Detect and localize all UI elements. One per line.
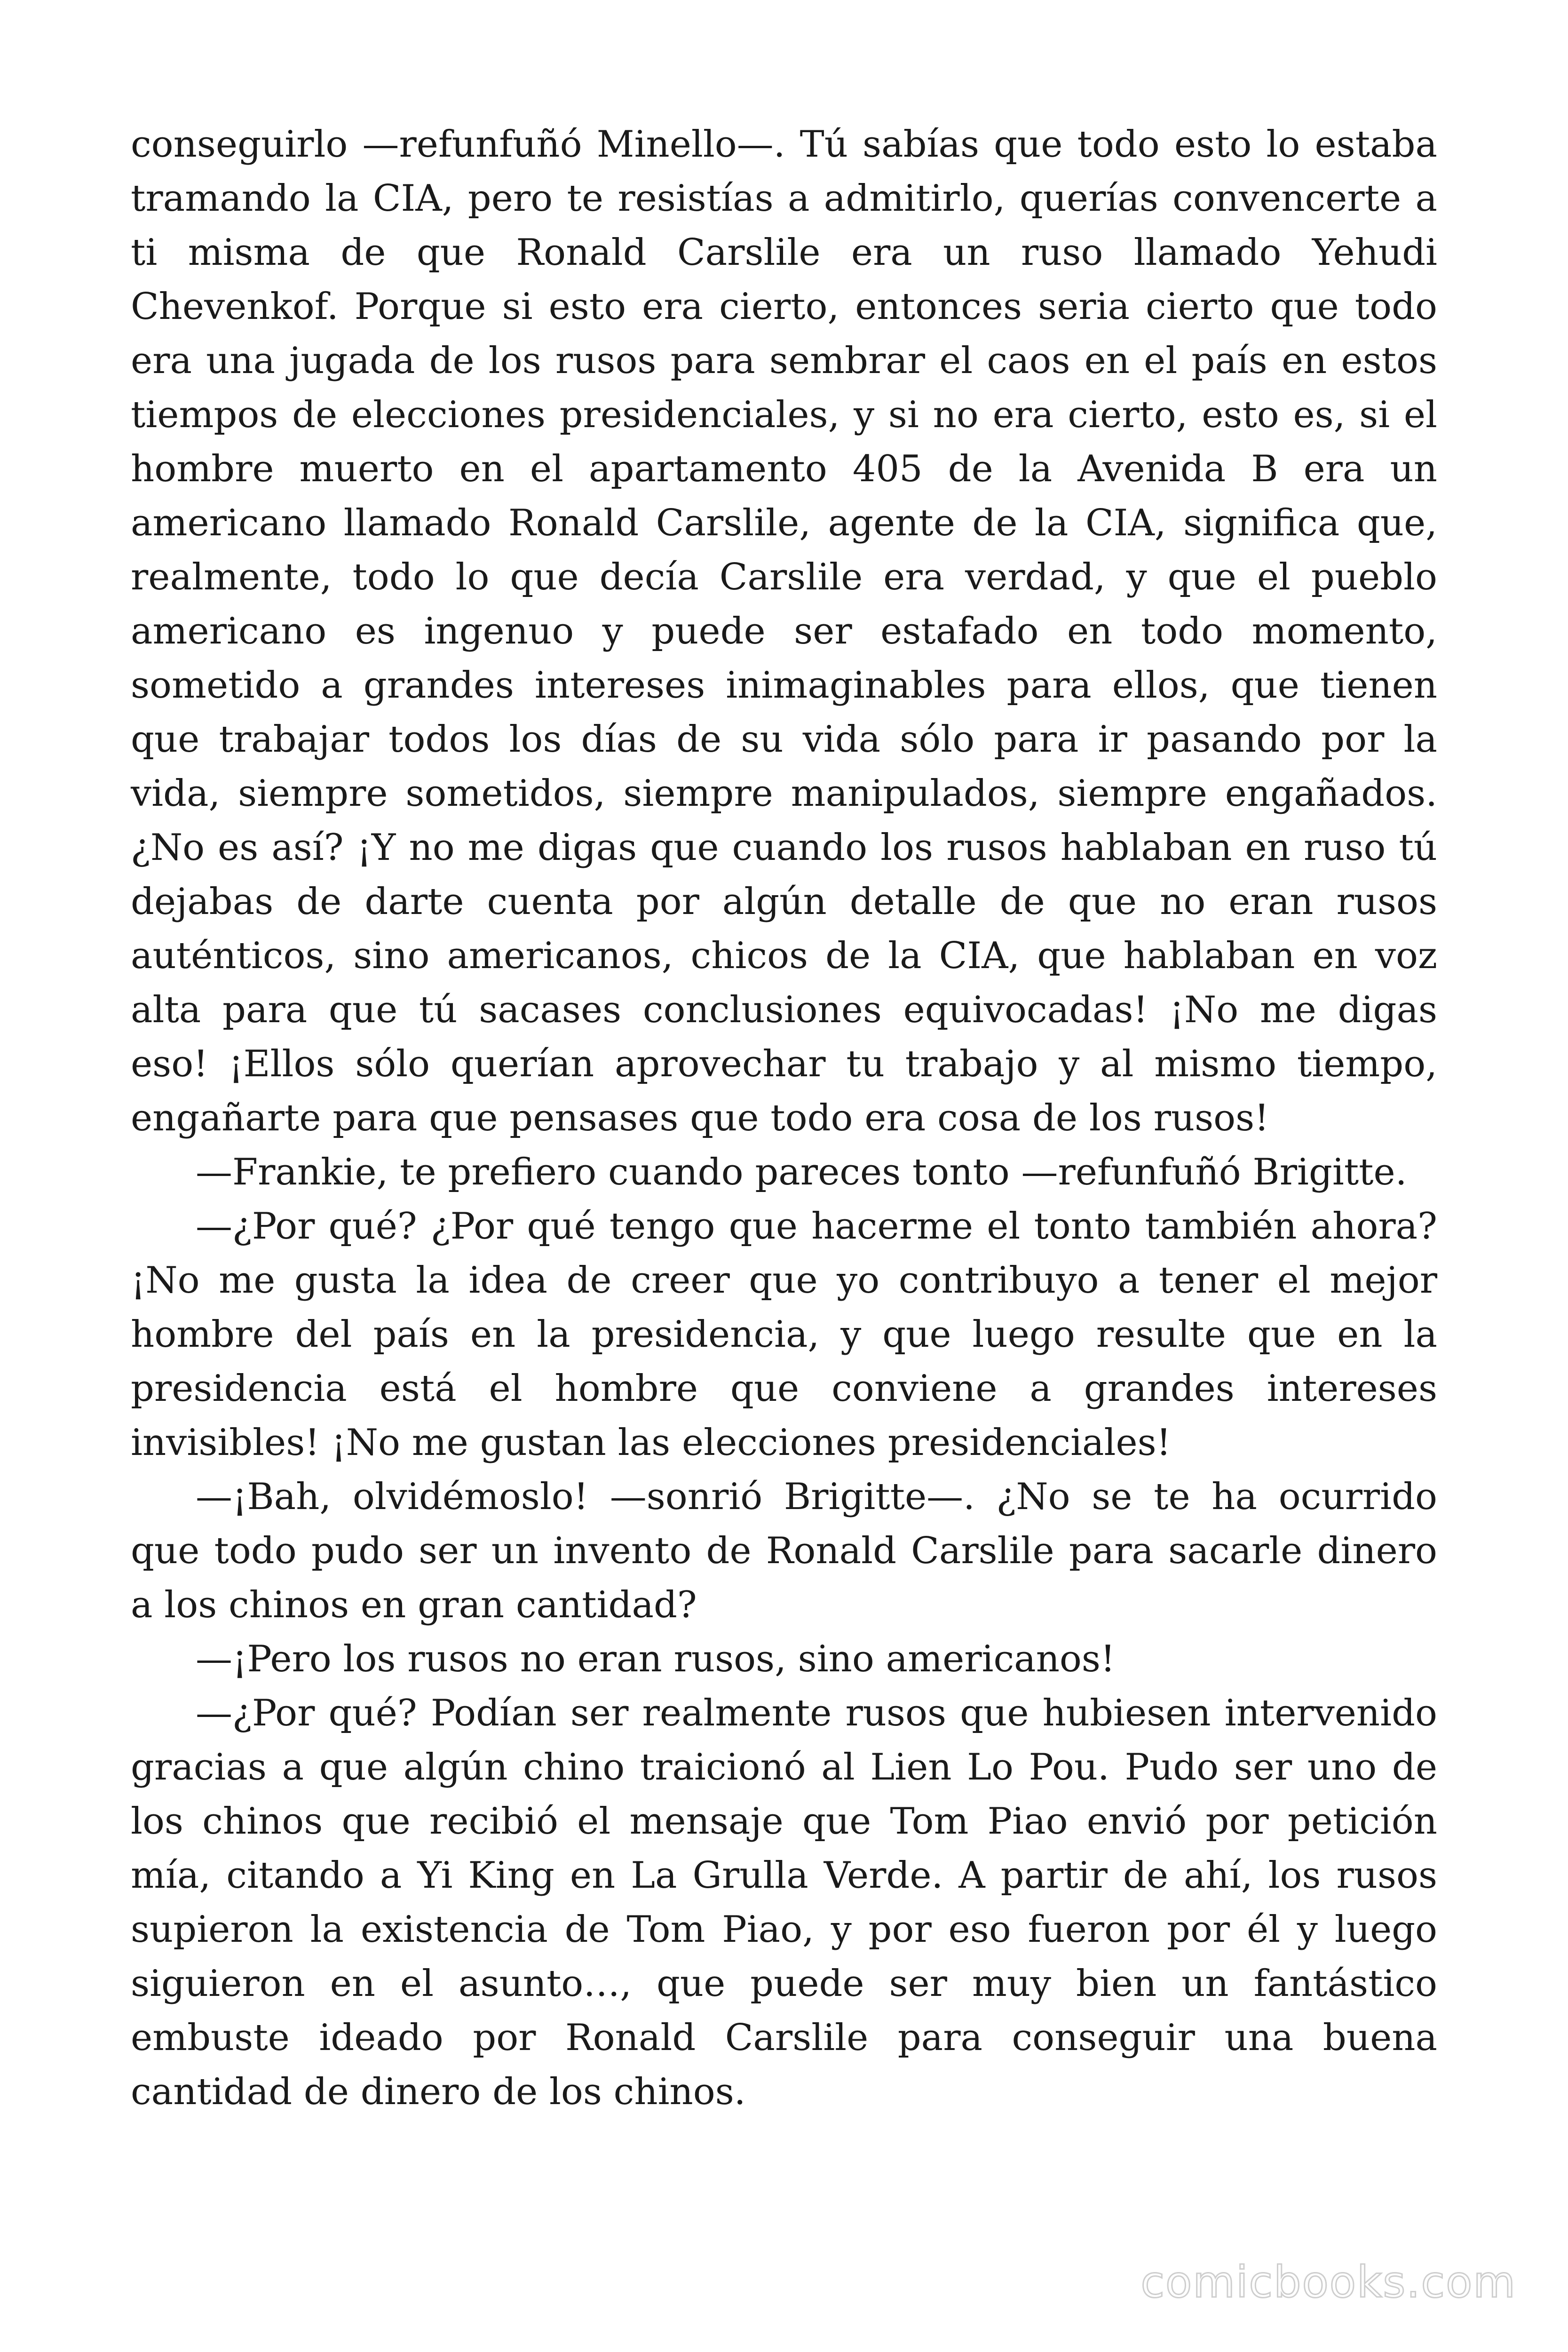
paragraph-3: —¿Por qué? ¿Por qué tengo que hacerme el tonto también ahora? ¡No me gusta la idea de creer que yo contribuyo a tener el mejor hombre del país en la presidencia, y que luego resulte que en la presidencia está el hombre que conviene a grandes intereses invisibles! ¡No me gustan las elecciones presidenciales! <box>131 1205 1437 1464</box>
paragraph-6: —¿Por qué? Podían ser realmente rusos que hubiesen intervenido gracias a que algún chino traicionó al Lien Lo Pou. Pudo ser uno de los chinos que recibió el mensaje que Tom Piao envió por petición mía, citando a Yi King en La Grulla Verde. A partir de ahí, los rusos supieron la existencia de Tom Piao, y por eso fueron por él y luego siguieron en el asunto…, que puede ser muy bien un fantástico embuste ideado por Ronald Carslile para conseguir una buena cantidad de dinero de los chinos. <box>131 1692 1437 2113</box>
paragraph-4: —¡Bah, olvidémoslo! —sonrió Brigitte—. ¿No se te ha ocurrido que todo pudo ser un invento de Ronald Carslile para sacarle dinero a los chinos en gran cantidad? <box>131 1476 1437 1626</box>
watermark-text: comicbooks.com <box>1140 2257 1516 2307</box>
body-text <box>131 118 1437 2119</box>
paragraph-5: —¡Pero los rusos no eran rusos, sino americanos! <box>196 1638 1116 1680</box>
paragraph-1: conseguirlo —refunfuñó Minello—. Tú sabías que todo esto lo estaba tramando la CIA, pero te resistías a admitirlo, querías convencerte a ti misma de que Ronald Carslile era un ruso llamado Yehudi Chevenkof. Porque si esto era cierto, entonces seria cierto que todo era una jugada de los rusos para sembrar el caos en el país en estos tiempos de elecciones presidenciales, y si no era cierto, esto es, si el hombre muerto en el apartamento 405 de la Avenida B era un americano llamado Ronald Carslile, agente de la CIA, significa que, realmente, todo lo que decía Carslile era verdad, y que el pueblo americano es ingenuo y puede ser estafado en todo momento, sometido a grandes intereses inimaginables para ellos, que tienen que trabajar todos los días de su vida sólo para ir pasando por la vida, siempre sometidos, siempre manipulados, siempre engañados. ¿No es así? ¡Y no me digas que cuando los rusos hablaban en ruso tú dejabas de darte cuenta por algún detalle de que no eran rusos auténticos, sino americanos, chicos de la CIA, que hablaban en voz alta para que tú sacases conclusiones equivocadas! ¡No me digas eso! ¡Ellos sólo querían aprovechar tu trabajo y al mismo tiempo, engañarte para que pensases que todo era cosa de los rusos! <box>131 123 1437 1139</box>
paragraph-2: —Frankie, te prefiero cuando pareces tonto —refunfuñó Brigitte. <box>196 1151 1407 1193</box>
